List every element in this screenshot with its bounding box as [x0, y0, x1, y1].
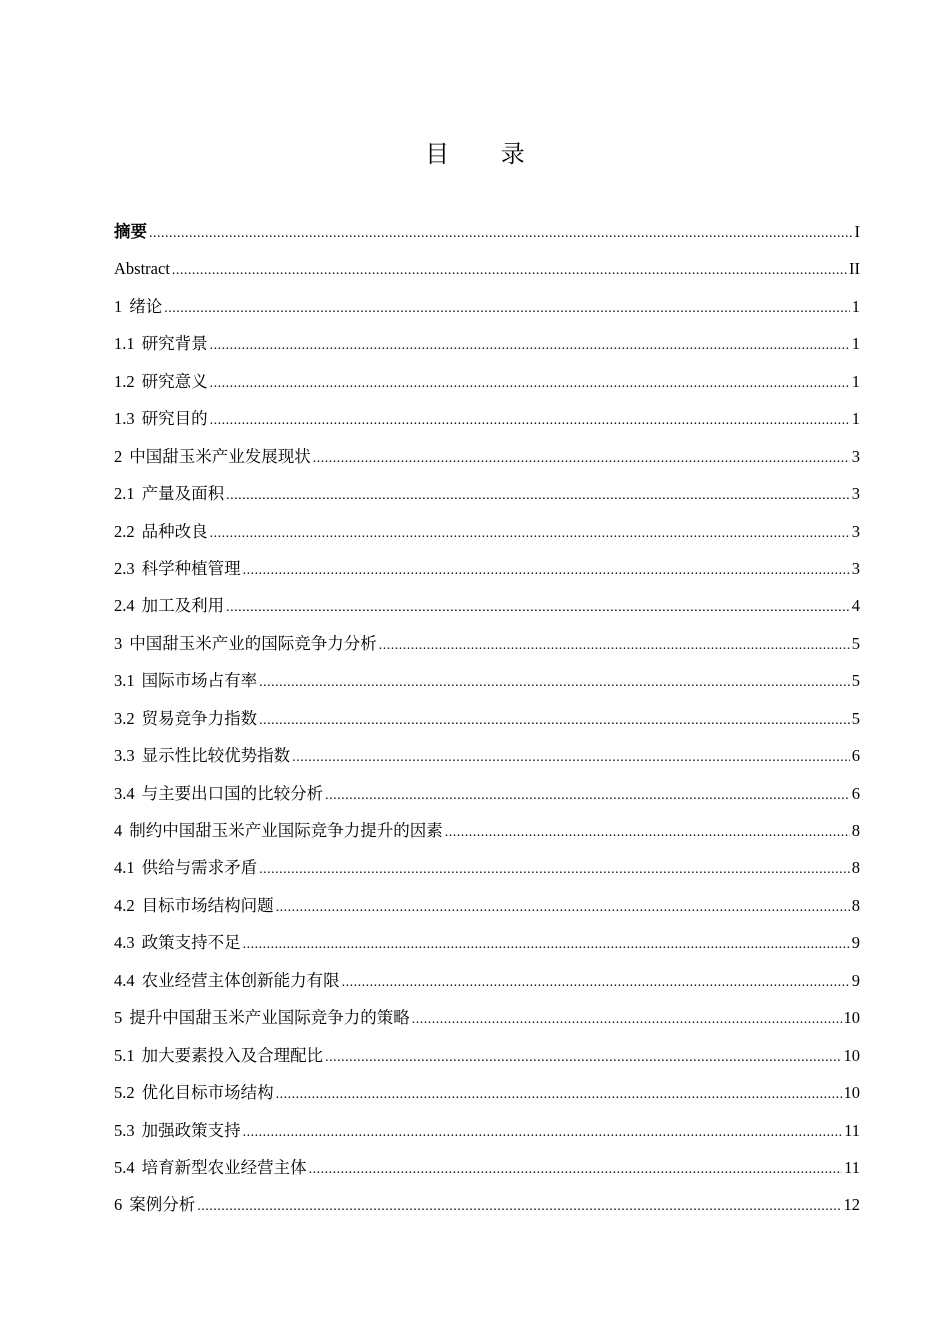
toc-entry-label — [114, 1149, 309, 1186]
toc-entry-14[interactable] — [114, 700, 860, 737]
toc-entry-page: 8 — [851, 858, 860, 878]
toc-entry-number: 3.1 — [114, 671, 135, 691]
toc-entry-4[interactable] — [114, 325, 860, 362]
toc-entry-page: 1 — [851, 334, 860, 354]
toc-entry-label — [114, 625, 379, 662]
toc-entry-27[interactable] — [114, 1186, 860, 1223]
toc-entry-text: 制约中国甜玉米产业国际竞争力提升的因素 — [129, 821, 443, 840]
toc-entry-page: 5 — [851, 633, 860, 653]
toc-entry-label — [114, 288, 164, 325]
toc-entry-5[interactable] — [114, 363, 860, 400]
toc-entry-number: 5.2 — [114, 1083, 135, 1103]
toc-entry-label — [114, 325, 210, 362]
toc-entry-20[interactable] — [114, 924, 860, 961]
toc-leader-dots — [226, 589, 850, 626]
toc-leader-dots — [276, 889, 850, 926]
toc-entry-page: 6 — [851, 746, 860, 766]
toc-entry-number: 5 — [114, 1008, 123, 1028]
toc-entry-number: 4.2 — [114, 895, 135, 915]
toc-leader-dots — [259, 664, 850, 701]
toc-leader-dots — [325, 777, 850, 814]
toc-entry-page: 1 — [851, 296, 860, 316]
toc-entry-number: 2 — [114, 446, 123, 466]
toc-entry-page: 8 — [851, 821, 860, 840]
toc-leader-dots — [259, 851, 850, 888]
toc-entry-label — [114, 213, 149, 250]
toc-entry-label — [114, 400, 210, 437]
toc-entry-number: 4.1 — [114, 858, 135, 878]
toc-entry-label — [114, 438, 313, 475]
toc-leader-dots — [149, 215, 853, 252]
toc-entry-7[interactable] — [114, 438, 860, 475]
toc-entry-page: 3 — [851, 521, 860, 541]
toc-entry-number: 3.4 — [114, 783, 135, 803]
toc-entry-page: 11 — [844, 1157, 860, 1177]
toc-entry-label — [114, 775, 325, 812]
toc-entry-label — [114, 962, 342, 999]
toc-entry-text: 目标市场结构问题 — [141, 895, 274, 915]
toc-leader-dots — [292, 739, 850, 776]
toc-entry-label — [114, 363, 210, 400]
toc-entry-label — [114, 1112, 243, 1149]
toc-entry-number: 5.1 — [114, 1045, 135, 1065]
toc-entry-number: 5.4 — [114, 1157, 135, 1177]
toc-entry-number: 1 — [114, 296, 123, 316]
toc-leader-dots — [210, 327, 850, 364]
toc-entry-label — [114, 700, 259, 737]
toc-entry-text: 加大要素投入及合理配比 — [141, 1045, 324, 1065]
toc-entry-number: 4.3 — [114, 933, 135, 953]
toc-entry-page: 9 — [851, 933, 860, 953]
toc-entry-number: 1.2 — [114, 371, 135, 391]
toc-entry-label — [114, 849, 259, 886]
toc-entry-number: 1.3 — [114, 409, 135, 429]
toc-entry-label — [114, 1186, 197, 1223]
toc-entry-text: 供给与需求矛盾 — [141, 858, 258, 878]
toc-leader-dots — [412, 1001, 842, 1038]
toc-entry-text: 加工及利用 — [141, 596, 225, 616]
toc-entry-22[interactable] — [114, 999, 860, 1036]
toc-entry-text: 提升中国甜玉米产业国际竞争力的策略 — [129, 1008, 410, 1028]
toc-entry-label — [114, 475, 226, 512]
toc-entry-label — [114, 550, 243, 587]
toc-entry-page: II — [849, 259, 860, 279]
toc-leader-dots — [172, 252, 847, 289]
toc-entry-17[interactable] — [114, 812, 860, 849]
toc-entry-page: 1 — [851, 371, 860, 391]
toc-entry-text: 研究意义 — [141, 371, 208, 391]
toc-entry-number: 2.2 — [114, 521, 135, 541]
toc-entry-text: 培育新型农业经营主体 — [141, 1157, 307, 1177]
toc-leader-dots — [445, 814, 850, 851]
toc-leader-dots — [210, 402, 850, 439]
toc-entry-text: 摘要 — [114, 222, 147, 241]
toc-entry-label — [114, 250, 172, 287]
toc-entry-number: 5.3 — [114, 1120, 135, 1140]
toc-leader-dots — [243, 552, 850, 589]
toc-leader-dots — [226, 477, 850, 514]
toc-leader-dots — [276, 1076, 842, 1113]
toc-entry-23[interactable] — [114, 1037, 860, 1074]
toc-entry-page: 4 — [851, 596, 860, 616]
toc-entry-label — [114, 887, 276, 924]
toc-entry-number: 3 — [114, 633, 123, 653]
toc-entry-page: 5 — [851, 708, 860, 728]
toc-entry-label — [114, 737, 292, 774]
toc-entry-label — [114, 1037, 325, 1074]
toc-entry-text: 加强政策支持 — [141, 1120, 241, 1140]
toc-entry-page: 11 — [844, 1120, 860, 1140]
toc-entry-label — [114, 999, 412, 1036]
toc-entry-text: 政策支持不足 — [141, 933, 241, 953]
toc-entry-label — [114, 924, 243, 961]
toc-entry-number: 4.4 — [114, 970, 135, 990]
toc-entry-label — [114, 662, 259, 699]
toc-entry-text: 中国甜玉米产业的国际竞争力分析 — [129, 633, 377, 653]
toc-entry-page: I — [854, 222, 860, 241]
toc-entry-text: 中国甜玉米产业发展现状 — [129, 446, 311, 466]
toc-entry-text: 农业经营主体创新能力有限 — [141, 970, 340, 990]
toc-entry-12[interactable] — [114, 625, 860, 662]
toc-entry-text: 研究目的 — [141, 409, 208, 429]
toc-entry-page: 6 — [851, 783, 860, 803]
toc-leader-dots — [342, 964, 850, 1001]
toc-entry-26[interactable] — [114, 1149, 860, 1186]
toc-entry-label — [114, 1074, 276, 1111]
toc-entry-number: 3.3 — [114, 746, 135, 766]
toc-entry-text: 产量及面积 — [141, 484, 225, 504]
toc-entry-page: 8 — [851, 895, 860, 915]
toc-entry-19[interactable] — [114, 887, 860, 924]
toc-entry-text: 贸易竞争力指数 — [141, 708, 258, 728]
toc-entry-page: 3 — [851, 446, 860, 466]
toc-entry-18[interactable] — [114, 849, 860, 886]
toc-leader-dots — [197, 1188, 841, 1225]
toc-entry-number: 1.1 — [114, 334, 135, 354]
toc-entry-number: 6 — [114, 1195, 123, 1215]
toc-entry-8[interactable] — [114, 475, 860, 512]
toc-entry-24[interactable] — [114, 1074, 860, 1111]
toc-entry-13[interactable] — [114, 662, 860, 699]
toc-leader-dots — [325, 1039, 841, 1076]
toc-entry-9[interactable] — [114, 513, 860, 550]
toc-entry-text: 研究背景 — [141, 334, 208, 354]
toc-entry-3[interactable] — [114, 288, 860, 325]
toc-entry-text: 与主要出口国的比较分析 — [141, 783, 324, 803]
page-title: 目 录 — [425, 140, 547, 169]
toc-leader-dots — [309, 1151, 842, 1188]
toc-entry-6[interactable] — [114, 400, 860, 437]
toc-entry-page: 5 — [851, 671, 860, 691]
toc-entry-page: 3 — [851, 484, 860, 504]
toc-entry-label — [114, 513, 210, 550]
toc-entry-page: 12 — [843, 1195, 860, 1215]
toc-leader-dots — [210, 365, 850, 402]
toc-leader-dots — [243, 1114, 842, 1151]
toc-leader-dots — [313, 440, 850, 477]
toc-entry-page: 10 — [843, 1083, 860, 1103]
toc-leader-dots — [164, 290, 850, 327]
toc-entry-page: 3 — [851, 558, 860, 578]
toc-entry-text: 案例分析 — [129, 1195, 196, 1215]
toc-entry-text: 国际市场占有率 — [141, 671, 258, 691]
toc-entry-15[interactable] — [114, 737, 860, 774]
toc-entry-25[interactable] — [114, 1112, 860, 1149]
toc-entry-21[interactable] — [114, 962, 860, 999]
toc-entry-10[interactable] — [114, 550, 860, 587]
toc-entry-number: 2.4 — [114, 596, 135, 616]
toc-entry-number: 2.1 — [114, 484, 135, 504]
toc-entry-label — [114, 587, 226, 624]
toc-entry-text: 显示性比较优势指数 — [141, 746, 291, 766]
table-of-contents — [114, 213, 860, 1224]
toc-entry-page: 1 — [851, 409, 860, 429]
toc-leader-dots — [210, 515, 850, 552]
toc-entry-text: 品种改良 — [141, 521, 208, 541]
toc-entry-page: 10 — [843, 1045, 860, 1065]
toc-entry-1[interactable] — [114, 213, 860, 250]
toc-entry-number: 4 — [114, 821, 123, 840]
toc-entry-number: 3.2 — [114, 708, 135, 728]
toc-entry-text: 绪论 — [129, 296, 163, 316]
toc-entry-text: 科学种植管理 — [141, 558, 241, 578]
toc-entry-16[interactable] — [114, 775, 860, 812]
toc-entry-text: Abstract — [114, 259, 170, 279]
toc-leader-dots — [243, 926, 850, 963]
toc-entry-11[interactable] — [114, 587, 860, 624]
toc-entry-number: 2.3 — [114, 558, 135, 578]
toc-entry-label — [114, 812, 445, 849]
toc-entry-text: 优化目标市场结构 — [141, 1083, 274, 1103]
toc-entry-2[interactable] — [114, 250, 860, 287]
toc-entry-page: 10 — [843, 1008, 860, 1028]
toc-leader-dots — [259, 702, 850, 739]
toc-entry-page: 9 — [851, 970, 860, 990]
toc-leader-dots — [379, 627, 850, 664]
